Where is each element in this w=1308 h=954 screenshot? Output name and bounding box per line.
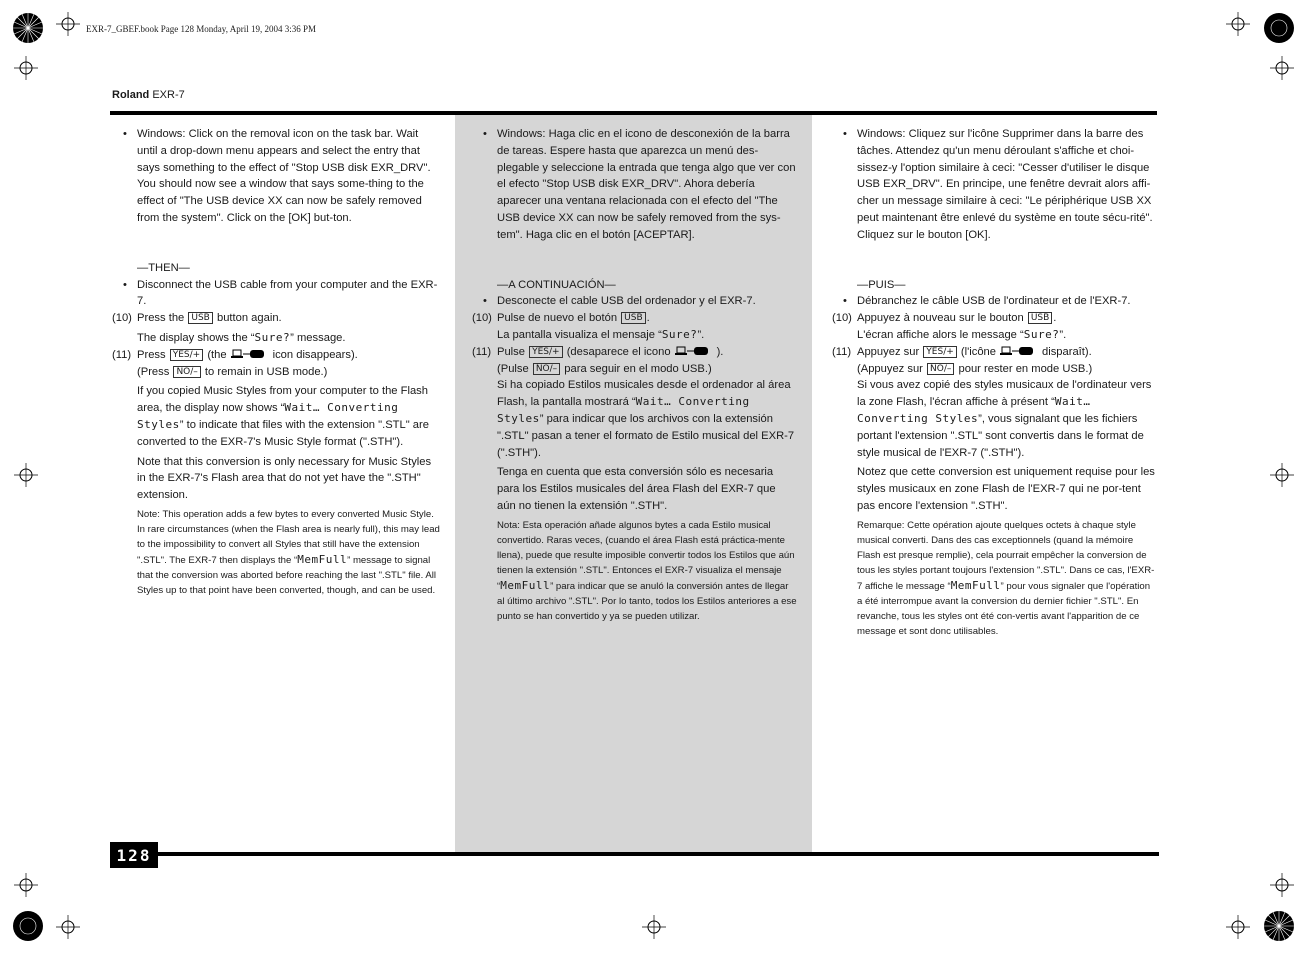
no-key-label: NO/– bbox=[173, 366, 200, 378]
crosshair-mark bbox=[14, 56, 38, 80]
conversion-note-paragraph: Notez que cette conversion est uniquement requise pour les styles musicaux en zone Flash de l'EXR-7 qui ne por-tent pas encore l'extension ".STH". bbox=[857, 466, 1155, 512]
registration-starburst-bottom-right bbox=[1263, 910, 1295, 942]
usb-key-label: USB bbox=[188, 312, 212, 324]
model-name: EXR-7 bbox=[152, 89, 185, 101]
no-key-label: NO/– bbox=[927, 363, 954, 375]
step-11-alt: (Appuyez sur NO/– pour rester en mode USB.) bbox=[857, 362, 1093, 375]
bottom-rule bbox=[156, 852, 1159, 856]
disconnect-bullet: • Débranchez le câble USB de l'ordinateur et de l'EXR-7. bbox=[843, 295, 1131, 308]
disconnect-bullet: • Desconecte el cable USB del ordenador y el EXR-7. bbox=[483, 295, 756, 308]
registration-starburst-top-right bbox=[1263, 12, 1295, 44]
conversion-note-paragraph: Note that this conversion is only necessary for Music Styles in the EXR-7's Flash area that do not yet have the ".STH" extension. bbox=[137, 455, 432, 502]
step-10: (10) Press the USB button again. bbox=[112, 312, 282, 325]
conversion-note-paragraph: Tenga en cuenta que esta conversión sólo es necesaria para los Estilos musicales del área Flash del EXR-7 que aún no tienen la extensión ".STH". bbox=[497, 466, 776, 512]
note: Nota: Esta operación añade algunos bytes a cada Estilo musical convertido. Raras veces, (cuando el área Flash está práctica-mente llena), puede que resulte imposible convertir todos los Estilos que aún tienen la extensión ".STL". Entonces el EXR-7 visualiza el mensaje “MemFull” para indicar que se anuló la conversión antes de llegar al último archivo ".STL". Por lo tanto, todos los Estilos anteriores a ese punto se han convertido y ya se pueden utilizar. bbox=[497, 519, 797, 622]
crosshair-mark bbox=[1270, 56, 1294, 80]
conversion-paragraph: Si vous avez copié des styles musicaux de l'ordinateur vers la zone Flash, l'écran affiche à présent “Wait… Converting Styles”, vous signalant que les fichiers portant l'extension ".STL" sont convertis dans le format de style musical de l'EXR-7 (".STH"). bbox=[857, 379, 1152, 459]
step-10-result: L'écran affiche alors le message “Sure?”. bbox=[857, 327, 1067, 341]
conversion-paragraph: If you copied Music Styles from your computer to the Flash area, the display now shows “Wait… Converting Styles” to indicate that files with the extension ".STL" are converted to the EXR-7's Music Style format (".STH"). bbox=[137, 385, 429, 448]
step-11-alt: (Pulse NO/– para seguir en el modo USB.) bbox=[497, 362, 712, 375]
then-separator: —PUIS— bbox=[857, 278, 906, 291]
print-header: EXR-7_GBEF.book Page 128 Monday, April 19, 2004 3:36 PM bbox=[86, 24, 316, 34]
step-11: (11) Appuyez sur YES/+ (l'icône disparaît). bbox=[832, 345, 1092, 358]
crosshair-mark bbox=[1270, 463, 1294, 487]
disconnect-bullet: • Disconnect the USB cable from your computer and the EXR-7. bbox=[123, 278, 438, 308]
step-11: (11) Pulse YES/+ (desaparece el icono ). bbox=[472, 345, 724, 358]
crosshair-mark bbox=[56, 915, 80, 939]
usb-connection-icon bbox=[999, 346, 1039, 357]
column-spanish bbox=[472, 126, 797, 624]
no-key-label: NO/– bbox=[533, 363, 560, 375]
step-10: (10) Pulse de nuevo el botón USB . bbox=[472, 312, 650, 325]
step-10-result: The display shows the “Sure?” message. bbox=[137, 330, 346, 344]
then-separator: —A CONTINUACIÓN— bbox=[497, 278, 616, 291]
conversion-paragraph: Si ha copiado Estilos musicales desde el ordenador al área Flash, la pantalla mostrará “Wait… Converting Styles” para indicar que los archivos con la extensión ".STL" pasan a tener el formato de Estilo musical del EXR-7 (".STH"). bbox=[497, 379, 795, 459]
windows-bullet: • Windows: Cliquez sur l'icône Supprimer dans la barre des tâches. Attendez qu'un menu déroulant s'affiche et choi-sissez-y l'option similaire à ceci: "Cesser d'utiliser le disque USB EXR_DRV". En principe, une fenêtre devrait alors affi-cher un message similaire à ceci: "Le périphérique USB XX peut maintenant être enlevé du système en toute sécu-rité". Cliquez sur le bouton [OK]. bbox=[843, 128, 1153, 241]
registration-starburst-top-left bbox=[12, 12, 44, 44]
step-10-result: La pantalla visualiza el mensaje “Sure?”. bbox=[497, 327, 705, 341]
crosshair-mark bbox=[1270, 873, 1294, 897]
note: Remarque: Cette opération ajoute quelques octets à chaque style musical converti. Dans des cas exceptionnels (quand la mémoire Flash est presque remplie), cela pourrait empêcher la conversion de tous les styles portant toujours l'extension ".STL". Dans ce cas, l'EXR-7 affiche le message “MemFull” pour vous signaler que l'opération a été interrompue avant la conversion du dernier fichier ".STL". En revanche, tous les styles ont été con-vertis avant l'apparition de ce message et sont donc utilisables. bbox=[857, 519, 1155, 637]
crosshair-mark bbox=[642, 915, 666, 939]
yes-key-label: YES/+ bbox=[923, 346, 956, 358]
then-separator: —THEN— bbox=[137, 261, 190, 274]
note: Note: This operation adds a few bytes to every converted Music Style. In rare circumstances (when the Flash area is nearly full), this may lead to the impossibility to convert all Styles that still have the extension ".STL". The EXR-7 then displays the “MemFull” message to signal that the conversion was aborted before reaching the last ".STL" file. All Styles up to that point have been converted, though, and can be used. bbox=[137, 508, 440, 596]
column-french bbox=[832, 126, 1157, 639]
yes-key-label: YES/+ bbox=[170, 349, 203, 361]
step-10: (10) Appuyez à nouveau sur le bouton USB . bbox=[832, 312, 1057, 325]
step-11: (11) Press YES/+ (the icon disappears). bbox=[112, 348, 358, 361]
windows-bullet: • Windows: Haga clic en el icono de desconexión de la barra de tareas. Espere hasta que aparezca un menú des-plegable y seleccione la entrada que tenga algo que ver con el efecto "Stop USB disk EXR_DRV". Ahora debería aparecer una ventana relacionada con el efecto del "The USB device XX can now be safely removed from the sys-tem". Haga clic en el botón [ACEPTAR]. bbox=[483, 128, 796, 241]
crosshair-mark bbox=[1226, 12, 1250, 36]
windows-bullet: • Windows: Click on the removal icon on the task bar. Wait until a drop-down menu appears and select the entry that says something to the effect of "Stop USB disk EXR_DRV". You should now see a window that says some-thing to the effect of "The USB device XX can now be safely removed from the system". Click on the [OK] but-ton. bbox=[123, 128, 431, 224]
registration-starburst-bottom-left bbox=[12, 910, 44, 942]
crosshair-mark bbox=[1226, 915, 1250, 939]
yes-key-label: YES/+ bbox=[529, 346, 562, 358]
usb-connection-icon bbox=[230, 349, 270, 360]
crosshair-mark bbox=[14, 873, 38, 897]
running-head bbox=[112, 89, 185, 101]
page-number: 128 bbox=[110, 842, 158, 868]
usb-key-label: USB bbox=[621, 312, 645, 324]
crosshair-mark bbox=[14, 463, 38, 487]
usb-connection-icon bbox=[674, 346, 714, 357]
column-english bbox=[112, 126, 440, 598]
step-11-alt: (Press NO/– to remain in USB mode.) bbox=[137, 365, 328, 378]
brand-name: Roland bbox=[112, 89, 150, 101]
usb-key-label: USB bbox=[1028, 312, 1052, 324]
crosshair-mark bbox=[56, 12, 80, 36]
